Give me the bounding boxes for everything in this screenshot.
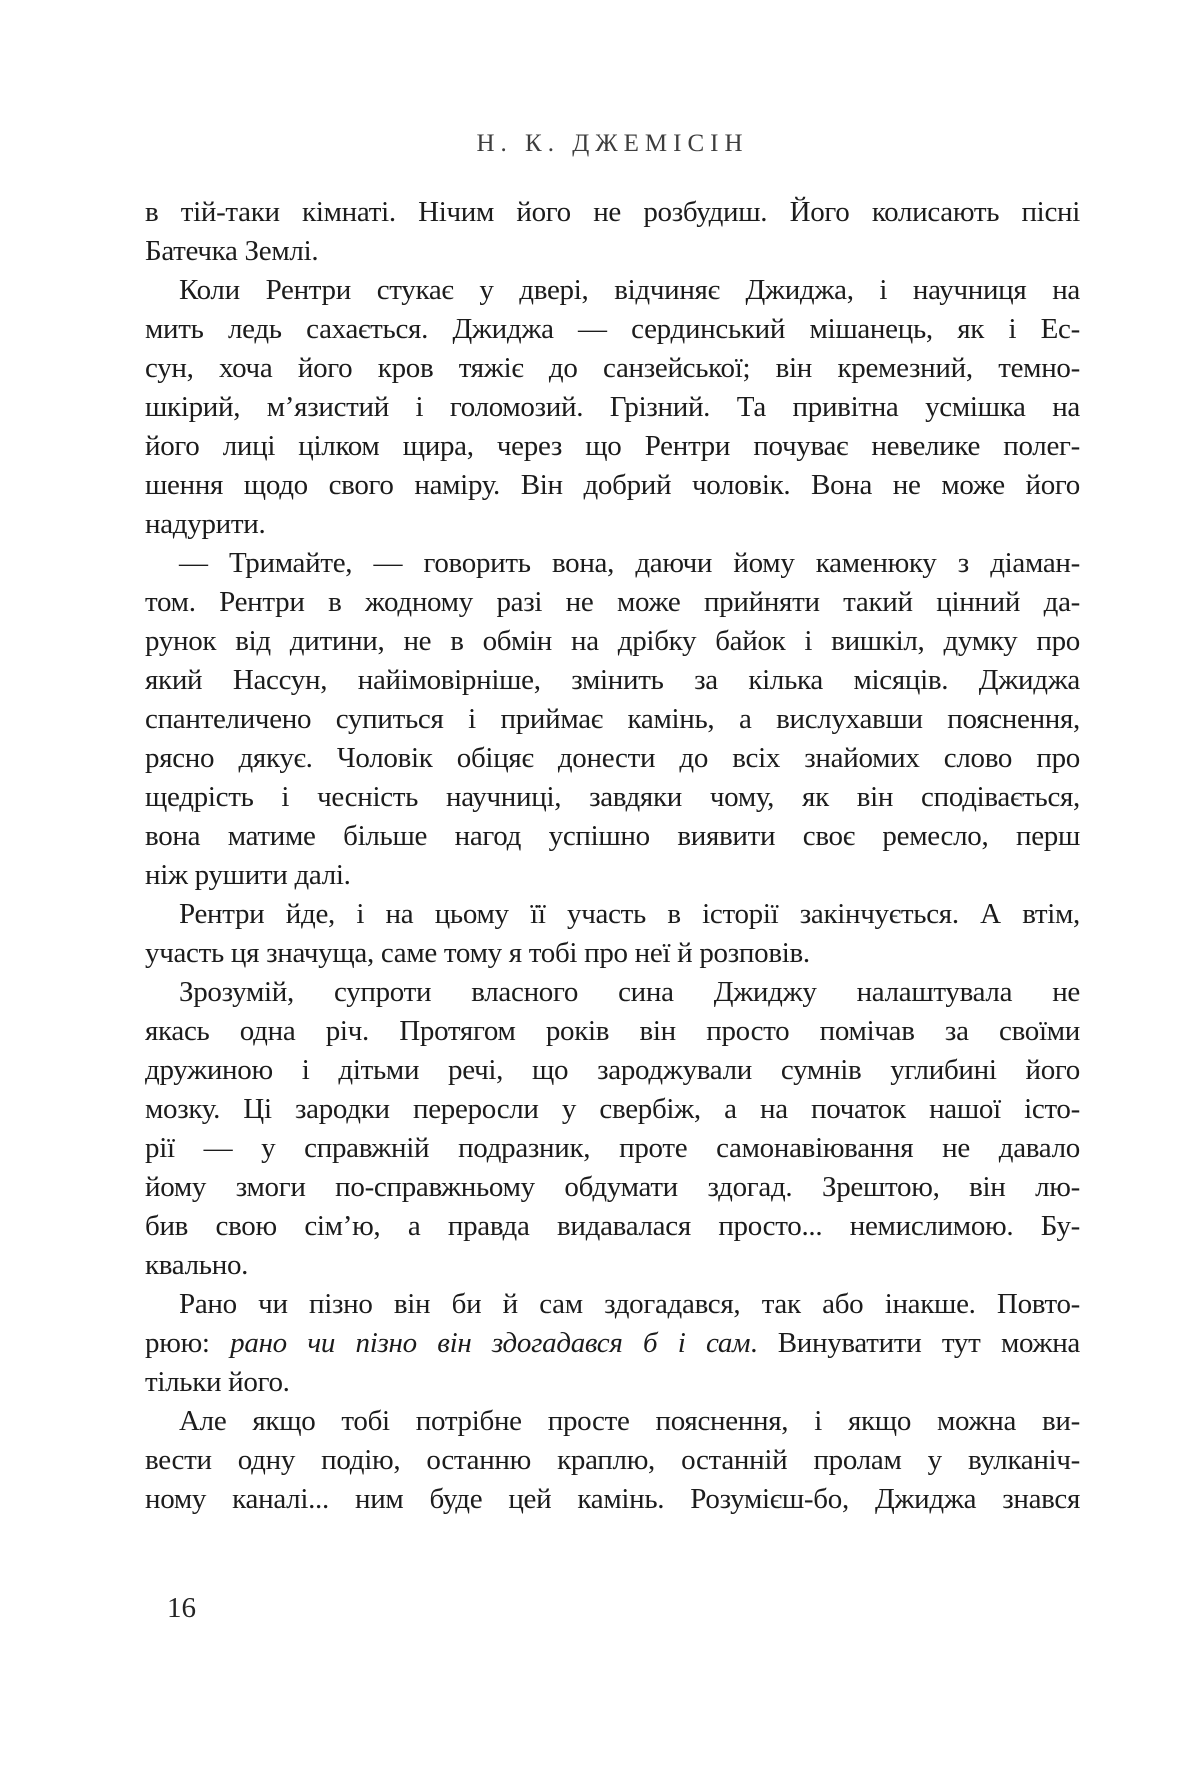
text-line — [145, 1402, 1080, 1441]
text-segment: . Винуватити тут можна — [750, 1327, 1080, 1359]
text-segment: шення щодо свого наміру. Він добрий чоловік. Вона не може його — [145, 469, 1080, 501]
italic-text-segment: рано чи пізно він здогадався б і сам — [230, 1327, 751, 1359]
text-segment: рії — у справжній подразник, проте самонавіювання не давало — [145, 1132, 1080, 1164]
text-line — [145, 1441, 1080, 1480]
text-line — [145, 1363, 1080, 1402]
text-line — [145, 778, 1080, 817]
text-line — [145, 310, 1080, 349]
text-segment: щедрість і чесність научниці, завдяки чому, як він сподівається, — [145, 781, 1080, 813]
text-segment: Рентри йде, і на цьому її участь в історії закінчується. А втім, — [179, 898, 1080, 930]
text-line — [145, 817, 1080, 856]
text-line — [145, 271, 1080, 310]
text-line — [145, 388, 1080, 427]
text-line — [145, 466, 1080, 505]
text-segment: рюю: — [145, 1327, 231, 1359]
text-segment: бив свою сім’ю, а правда видавалася просто... немислимою. Бу- — [145, 1210, 1080, 1242]
text-segment: ному каналі... ним буде цей камінь. Розумієш-бо, Джиджа знався — [145, 1483, 1080, 1515]
text-segment: спантеличено супиться і приймає камінь, а вислухавши пояснення, — [145, 703, 1080, 735]
text-line — [145, 973, 1080, 1012]
text-segment: тільки його. — [145, 1366, 290, 1398]
text-segment: рясно дякує. Чоловік обіцяє донести до всіх знайомих слово про — [145, 742, 1080, 774]
text-segment: якась одна річ. Протягом років він просто помічав за своїми — [145, 1015, 1080, 1047]
text-segment: — Тримайте, — говорить вона, даючи йому каменюку з діаман- — [179, 547, 1080, 579]
text-line — [145, 427, 1080, 466]
text-line — [145, 661, 1080, 700]
text-segment: дружиною і дітьми речі, що зароджували сумнів углибині його — [145, 1054, 1080, 1086]
text-segment: надурити. — [145, 508, 266, 540]
text-line — [145, 1480, 1080, 1519]
text-line — [145, 349, 1080, 388]
text-segment: квально. — [145, 1249, 249, 1281]
body-text — [145, 193, 1080, 1519]
text-line — [145, 1324, 1080, 1363]
text-line — [145, 544, 1080, 583]
text-segment: Рано чи пізно він би й сам здогадався, так або інакше. Повто- — [179, 1288, 1080, 1320]
text-line — [145, 1207, 1080, 1246]
text-line — [145, 1168, 1080, 1207]
text-segment: Коли Рентри стукає у двері, відчиняє Джиджа, і научниця на — [179, 274, 1080, 306]
text-line — [145, 739, 1080, 778]
text-segment: сун, хоча його кров тяжіє до санзейської; він кремезний, темно- — [145, 352, 1080, 384]
text-line — [145, 700, 1080, 739]
text-line — [145, 1090, 1080, 1129]
running-head-author: Н. К. ДЖЕМІСІН — [476, 130, 749, 157]
text-segment: участь ця значуща, саме тому я тобі про неї й розповів. — [145, 937, 810, 969]
text-segment: його лиці цілком щира, через що Рентри почуває невелике полег- — [145, 430, 1080, 462]
text-segment: том. Рентри в жодному разі не може прийняти такий цінний да- — [145, 586, 1080, 618]
text-segment: рунок від дитини, не в обмін на дрібку байок і вишкіл, думку про — [145, 625, 1080, 657]
text-line — [145, 856, 1080, 895]
text-segment: вести одну подію, останню краплю, останній пролам у вулканіч- — [145, 1444, 1080, 1476]
text-segment: який Нассун, найімовірніше, змінить за кілька місяців. Джиджа — [145, 664, 1080, 696]
text-segment: шкірий, м’язистий і голомозий. Грізний. Та привітна усмішка на — [145, 391, 1080, 423]
text-line — [145, 193, 1080, 232]
text-line — [145, 895, 1080, 934]
text-line — [145, 1051, 1080, 1090]
text-line — [145, 505, 1080, 544]
text-line — [145, 1012, 1080, 1051]
text-segment: йому змоги по-справжньому обдумати здогад. Зрештою, він лю- — [145, 1171, 1080, 1203]
text-line — [145, 583, 1080, 622]
text-segment: в тій-таки кімнаті. Нічим його не розбудиш. Його колисають пісні — [145, 196, 1080, 228]
text-line — [145, 1285, 1080, 1324]
text-line — [145, 622, 1080, 661]
text-segment: Зрозумій, супроти власного сина Джиджу налаштувала не — [179, 976, 1080, 1008]
text-line — [145, 232, 1080, 271]
text-segment: ніж рушити далі. — [145, 859, 351, 891]
text-line — [145, 934, 1080, 973]
text-line — [145, 1129, 1080, 1168]
text-segment: мить ледь сахається. Джиджа — сердинський мішанець, як і Ес- — [145, 313, 1080, 345]
text-segment: Але якщо тобі потрібне просте пояснення, і якщо можна ви- — [179, 1405, 1080, 1437]
text-line — [145, 1246, 1080, 1285]
text-segment: вона матиме більше нагод успішно виявити своє ремесло, перш — [145, 820, 1080, 852]
text-segment: Батечка Землі. — [145, 235, 319, 267]
page-number: 16 — [167, 1592, 196, 1624]
text-segment: мозку. Ці зародки переросли у свербіж, а на початок нашої істо- — [145, 1093, 1080, 1125]
